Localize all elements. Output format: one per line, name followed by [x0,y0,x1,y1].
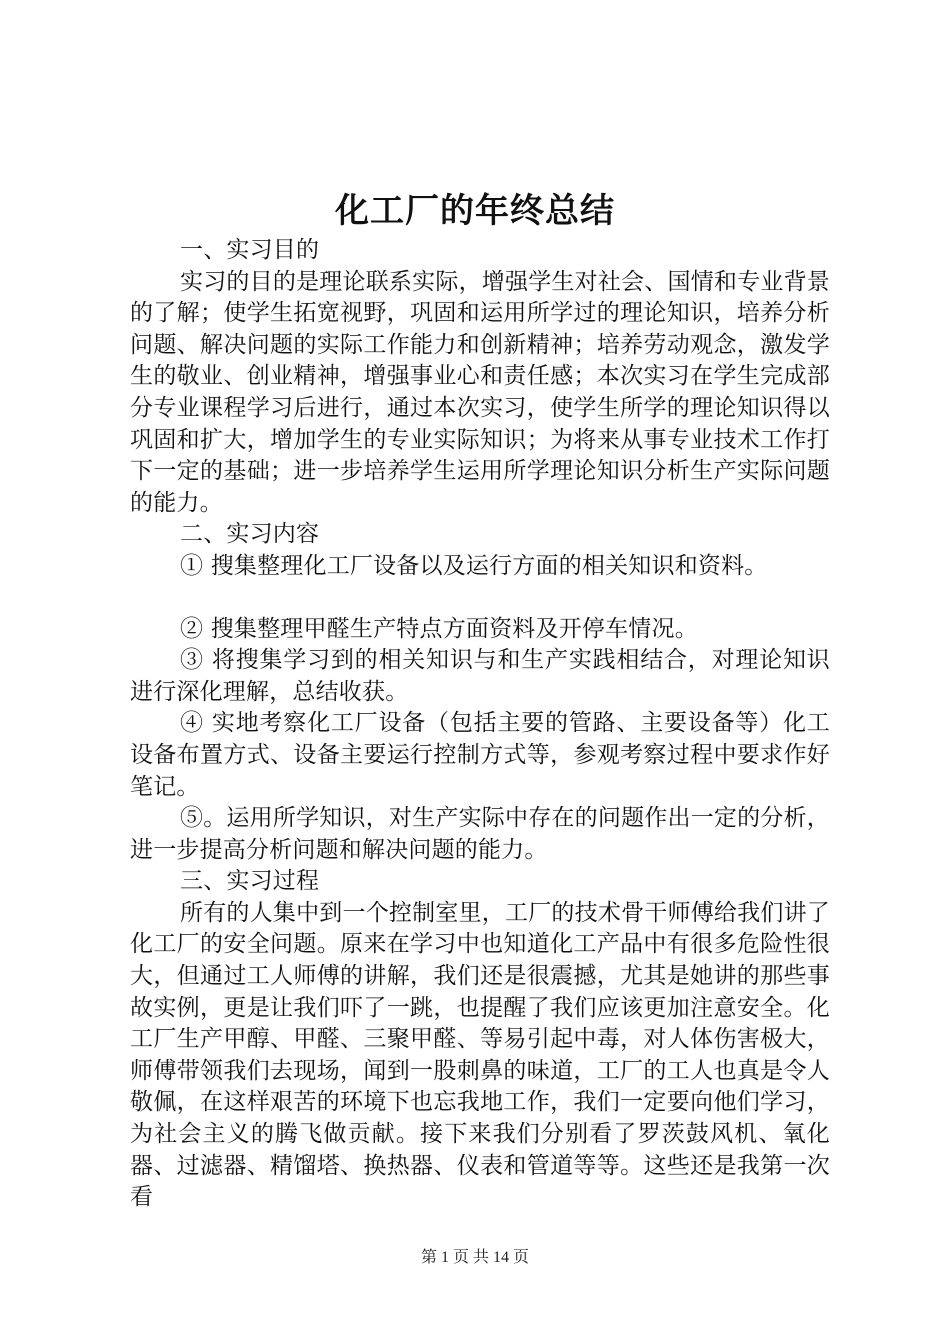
body-paragraph: 实习的目的是理论联系实际，增强学生对社会、国情和专业背景的了解；使学生拓宽视野，巩固和运用所学过的理论知识，培养分析问题、解决问题的实际工作能力和创新精神；培养劳动观念，激发学生的敬业、创业精神，增强事业心和责任感；本次实习在学生完成部分专业课程学习后进行，通过本次实习，使学生所学的理论知识得以巩固和扩大，增加学生的专业实际知识；为将来从事专业技术工作打下一定的基础；进一步培养学生运用所学理论知识分析生产实际问题的能力。 [130,268,830,516]
document-title: 化工厂的年终总结 [335,191,615,231]
list-item: ② 搜集整理甲醛生产特点方面资料及开停车情况。 [180,615,698,642]
list-item: ① 搜集整理化工厂设备以及运行方面的相关知识和资料。 [180,552,768,579]
list-item: ⑤。运用所学知识，对生产实际中存在的问题作出一定的分析，进一步提高分析问题和解决问题的能力。 [130,805,830,863]
list-item: ④ 实地考察化工厂设备（包括主要的管路、主要设备等）化工设备布置方式、设备主要运行控制方式等，参观考察过程中要求作好笔记。 [130,710,830,800]
body-paragraph: 所有的人集中到一个控制室里，工厂的技术骨干师傅给我们讲了化工厂的安全问题。原来在学习中也知道化工产品中有很多危险性很大，但通过工人师傅的讲解，我们还是很震撼，尤其是她讲的那些事故实例，更是让我们吓了一跳，也提醒了我们应该更加注意安全。化工厂生产甲醇、甲醛、三聚甲醛、等易引起中毒，对人体伤害极大，师傅带领我们去现场，闻到一股刺鼻的味道，工厂的工人也真是令人敬佩，在这样艰苦的环境下也忘我地工作，我们一定要向他们学习，为社会主义的腾飞做贡献。接下来我们分别看了罗茨鼓风机、氧化器、过滤器、精馏塔、换热器、仪表和管道等等。这些还是我第一次看 [130,899,830,1211]
section-heading: 二、实习内容 [180,521,320,548]
page-footer: 第 1 页 共 14 页 [420,1249,529,1266]
section-heading: 三、实习过程 [180,868,320,895]
section-heading: 一、实习目的 [180,237,320,263]
list-item: ③ 将搜集学习到的相关知识与和生产实践相结合，对理论知识进行深化理解，总结收获。 [130,647,830,705]
document-body [130,235,830,1214]
